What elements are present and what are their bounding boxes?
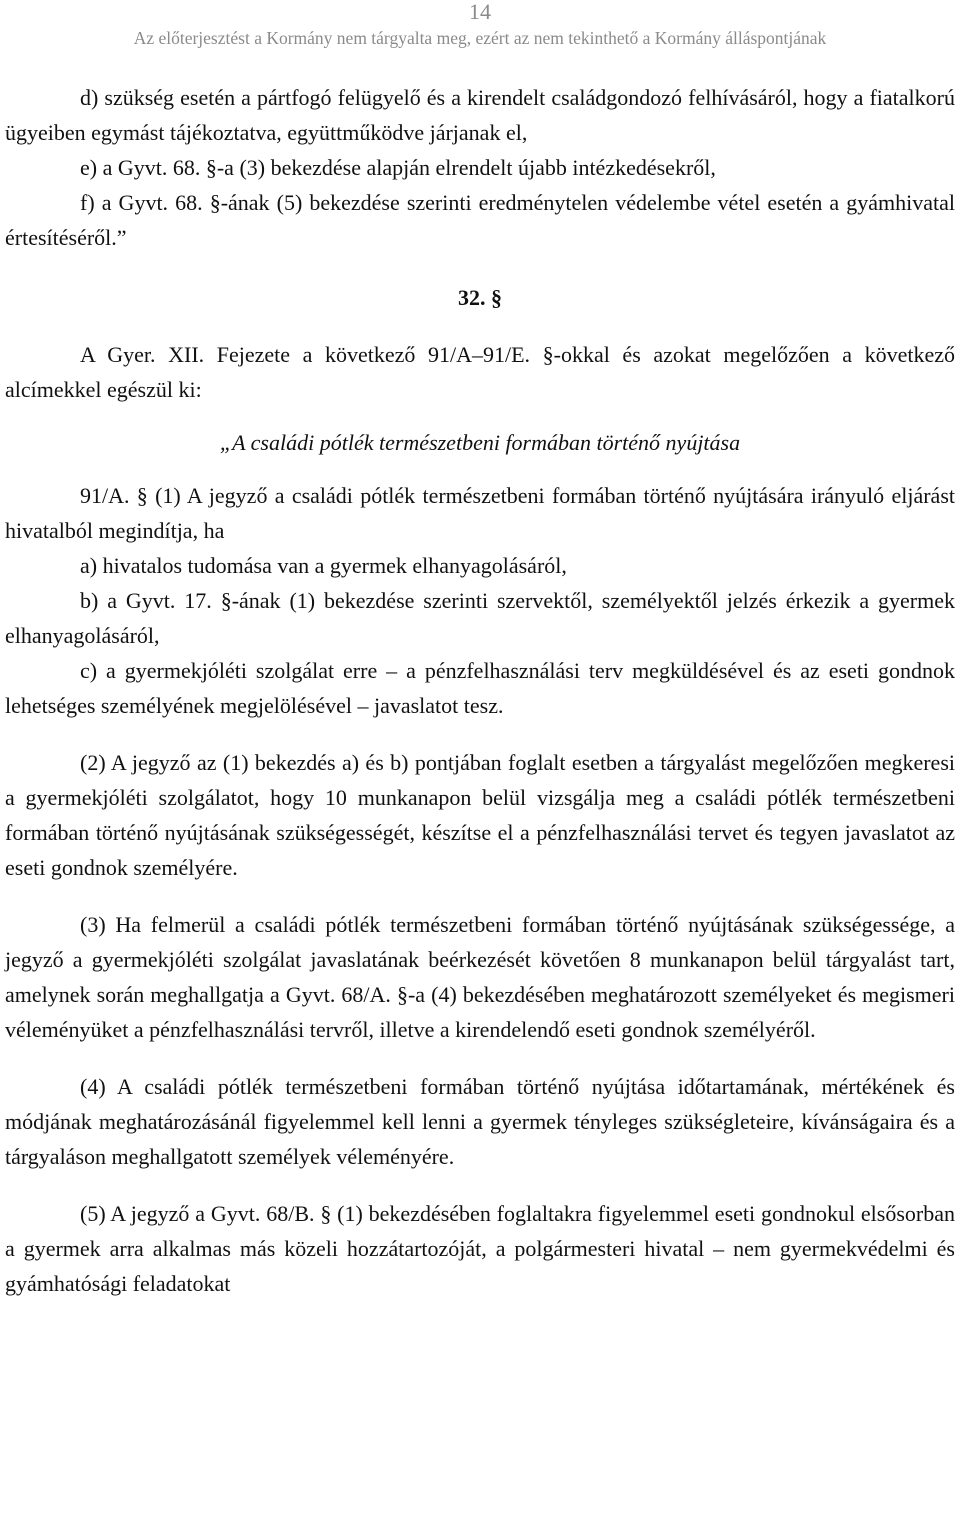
- document-body: [5, 80, 955, 1301]
- paragraph-91a-1-c: c) a gyermekjóléti szolgálat erre – a pénzfelhasználási terv megküldésével és az eseti gondnok lehetséges személyének megjelölésével – javaslatot tesz.: [5, 658, 955, 718]
- paragraph-4: (4) A családi pótlék természetbeni formában történő nyújtása időtartamának, mértékének és módjának meghatározásánál figyelemmel kell lenni a gyermek tényleges szükségleteire, kívánságaira és a tárgyaláson meghallgatott személyek véleményére.: [5, 1074, 955, 1169]
- paragraph-f: f) a Gyvt. 68. §-ának (5) bekezdése szerinti eredménytelen védelembe vétel esetén a gyámhivatal értesítéséről.”: [5, 190, 955, 250]
- paragraph-d: d) szükség esetén a pártfogó felügyelő és a kirendelt családgondozó felhívásáról, hogy a fiatalkorú ügyeiben egymást tájékoztatva, együttműködve járjanak el,: [5, 85, 955, 145]
- paragraph-5: (5) A jegyző a Gyvt. 68/B. § (1) bekezdésében foglaltakra figyelemmel eseti gondnokul elsősorban a gyermek arra alkalmas más közeli hozzátartozóját, a polgármesteri hivatal – nem gyermekvédelmi és gyámhatósági feladatokat: [5, 1201, 955, 1296]
- subtitle-heading: „A családi pótlék természetbeni formában történő nyújtása: [219, 430, 741, 455]
- amendment-intro: A Gyer. XII. Fejezete a következő 91/A–91/E. §-okkal és azokat megelőzően a következő alcímekkel egészül ki:: [5, 342, 955, 402]
- section-number: 32. §: [458, 285, 502, 310]
- paragraph-91a-1-a: a) hivatalos tudomása van a gyermek elhanyagolásáról,: [80, 553, 567, 578]
- paragraph-91a-1: 91/A. § (1) A jegyző a családi pótlék természetbeni formában történő nyújtására irányuló eljárást hivatalból megindítja, ha: [5, 483, 955, 543]
- header-disclaimer: Az előterjesztést a Kormány nem tárgyalta meg, ezért az nem tekinthető a Kormány álláspontjának: [133, 28, 827, 48]
- paragraph-91a-1-b: b) a Gyvt. 17. §-ának (1) bekezdése szerinti szervektől, személyektől jelzés érkezik a gyermek elhanyagolásáról,: [5, 588, 955, 648]
- paragraph-2: (2) A jegyző az (1) bekezdés a) és b) pontjában foglalt esetben a tárgyalást megelőzően megkeresi a gyermekjóléti szolgálatot, hogy 10 munkanapon belül vizsgálja meg a családi pótlék természetbeni formában történő nyújtásának szükségességét, készítse el a pénzfelhasználási tervet és tegyen javaslatot az eseti gondnok személyére.: [5, 750, 955, 880]
- paragraph-e: e) a Gyvt. 68. §-a (3) bekezdése alapján elrendelt újabb intézkedésekről,: [80, 155, 716, 180]
- paragraph-3: (3) Ha felmerül a családi pótlék természetbeni formában történő nyújtásának szükségessége, a jegyző a gyermekjóléti szolgálat javaslatának beérkezését követően 8 munkanapon belül tárgyalást tart, amelynek során meghallgatja a Gyvt. 68/A. §-a (4) bekezdésében meghatározott személyeket és megismeri véleményüket a pénzfelhasználási tervről, illetve a kirendelendő eseti gondnok személyéről.: [5, 912, 955, 1042]
- page-number: 14: [469, 0, 491, 24]
